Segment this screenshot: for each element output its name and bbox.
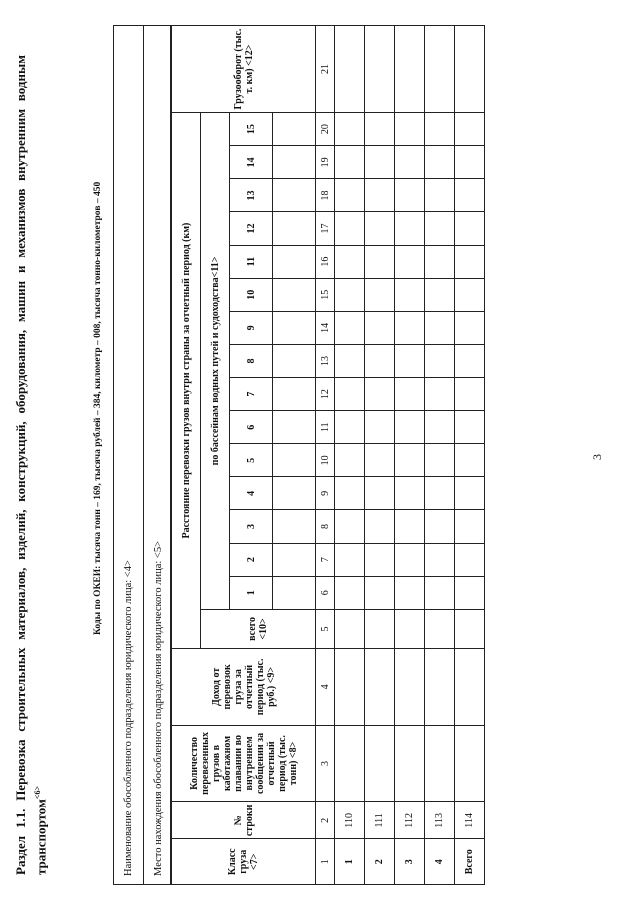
data-cell[interactable] <box>365 609 395 648</box>
data-cell[interactable] <box>335 411 365 444</box>
data-cell[interactable] <box>365 378 395 411</box>
data-cell[interactable] <box>395 179 425 212</box>
data-cell[interactable] <box>365 725 395 802</box>
entity-name-line: Наименование обособленного подразделения юридического лица: <4> <box>123 560 134 876</box>
table-row <box>455 26 485 885</box>
column-number: 11 <box>316 411 335 444</box>
section-title-text: Раздел 1.1. Перевозка строительных материалов, изделий, конструкций, оборудования, машин и механизмов внутренним водным транспортом <box>13 55 49 875</box>
data-cell[interactable] <box>455 649 485 726</box>
data-cell[interactable] <box>365 510 395 543</box>
data-cell[interactable] <box>365 444 395 477</box>
basin-number: 14 <box>230 146 273 179</box>
basin-number: 7 <box>230 378 273 411</box>
data-cell[interactable] <box>455 411 485 444</box>
column-number: 15 <box>316 278 335 311</box>
row-code: 112 <box>395 802 425 839</box>
data-cell[interactable] <box>335 510 365 543</box>
data-cell[interactable] <box>455 609 485 648</box>
row-class: 4 <box>425 839 455 885</box>
data-cell[interactable] <box>335 245 365 278</box>
data-cell[interactable] <box>395 311 425 344</box>
data-cell[interactable] <box>455 543 485 576</box>
basin-number: 4 <box>230 477 273 510</box>
data-cell[interactable] <box>425 278 455 311</box>
column-number: 1 <box>316 839 335 885</box>
data-cell[interactable] <box>335 609 365 648</box>
column-number: 13 <box>316 344 335 377</box>
data-cell[interactable] <box>335 725 365 802</box>
col-header-income: Доход от перевозок груза за отчетный период (тыс. руб.) <9> <box>172 649 316 726</box>
row-code: 113 <box>425 802 455 839</box>
row-class: 3 <box>395 839 425 885</box>
data-cell[interactable] <box>365 146 395 179</box>
data-cell[interactable] <box>455 725 485 802</box>
data-cell[interactable] <box>455 444 485 477</box>
data-cell[interactable] <box>425 725 455 802</box>
basin-header-blank <box>273 543 316 576</box>
data-cell[interactable] <box>365 477 395 510</box>
data-cell[interactable] <box>455 212 485 245</box>
data-cell[interactable] <box>425 649 455 726</box>
data-cell[interactable] <box>455 510 485 543</box>
data-cell[interactable] <box>335 344 365 377</box>
column-number: 21 <box>316 26 335 113</box>
row-class: 1 <box>335 839 365 885</box>
data-cell[interactable] <box>455 477 485 510</box>
data-cell[interactable] <box>395 26 425 113</box>
basin-header-blank <box>273 510 316 543</box>
data-cell[interactable] <box>455 344 485 377</box>
data-cell[interactable] <box>455 26 485 113</box>
data-cell[interactable] <box>335 278 365 311</box>
column-number: 6 <box>316 576 335 609</box>
col-header-total: всего <10> <box>201 609 316 648</box>
col-header-basins: по бассейнам водных путей и судоходства<11> <box>201 113 230 610</box>
data-cell[interactable] <box>335 444 365 477</box>
basin-header-blank <box>273 146 316 179</box>
data-cell[interactable] <box>425 311 455 344</box>
data-cell[interactable] <box>425 543 455 576</box>
column-number: 14 <box>316 311 335 344</box>
column-number: 12 <box>316 378 335 411</box>
data-cell[interactable] <box>425 26 455 113</box>
col-header-distance-group: Расстояние перевозки грузов внутри страны за отчетный период (км) <box>172 113 201 649</box>
data-cell[interactable] <box>395 477 425 510</box>
data-cell[interactable] <box>425 212 455 245</box>
basin-header-blank <box>273 179 316 212</box>
data-cell[interactable] <box>335 576 365 609</box>
data-cell[interactable] <box>395 146 425 179</box>
column-number: 17 <box>316 212 335 245</box>
basin-number: 13 <box>230 179 273 212</box>
data-cell[interactable] <box>455 278 485 311</box>
column-number: 8 <box>316 510 335 543</box>
data-cell[interactable] <box>365 344 395 377</box>
column-number: 5 <box>316 609 335 648</box>
data-cell[interactable] <box>395 212 425 245</box>
basin-header-blank <box>273 444 316 477</box>
col-header-row-no: № строки <box>172 802 316 839</box>
column-number: 2 <box>316 802 335 839</box>
basin-header-blank <box>273 113 316 146</box>
data-cell[interactable] <box>425 245 455 278</box>
column-number: 3 <box>316 725 335 802</box>
column-number: 20 <box>316 113 335 146</box>
data-cell[interactable] <box>395 278 425 311</box>
data-cell[interactable] <box>425 510 455 543</box>
basin-header-blank <box>273 477 316 510</box>
row-class: 2 <box>365 839 395 885</box>
data-cell[interactable] <box>365 26 395 113</box>
basin-number: 15 <box>230 113 273 146</box>
data-cell[interactable] <box>395 609 425 648</box>
entity-location-line: Место нахождения обособленного подразделения юридического лица: <5> <box>143 26 172 884</box>
basin-number: 3 <box>230 510 273 543</box>
basin-number: 2 <box>230 543 273 576</box>
column-number: 10 <box>316 444 335 477</box>
basin-header-blank <box>273 311 316 344</box>
table-row <box>425 26 455 885</box>
data-cell[interactable] <box>395 344 425 377</box>
basin-number: 12 <box>230 212 273 245</box>
data-cell[interactable] <box>335 26 365 113</box>
basin-header-blank <box>273 278 316 311</box>
data-cell[interactable] <box>455 146 485 179</box>
data-cell[interactable] <box>365 576 395 609</box>
data-cell[interactable] <box>335 113 365 146</box>
basin-header-blank <box>273 378 316 411</box>
column-number: 9 <box>316 477 335 510</box>
data-cell[interactable] <box>395 113 425 146</box>
data-cell[interactable] <box>425 609 455 648</box>
data-cell[interactable] <box>365 212 395 245</box>
data-cell[interactable] <box>335 649 365 726</box>
data-cell[interactable] <box>395 245 425 278</box>
data-cell[interactable] <box>335 311 365 344</box>
okei-codes: Коды по ОКЕИ: тысяча тонн – 169, тысяча рублей – 384, километр – 008, тысяча тонно-километров – 450 <box>93 181 103 635</box>
basin-header-blank <box>273 576 316 609</box>
data-cell[interactable] <box>365 649 395 726</box>
basin-header-blank <box>273 344 316 377</box>
table-row <box>365 26 395 885</box>
data-cell[interactable] <box>365 311 395 344</box>
data-cell[interactable] <box>455 311 485 344</box>
data-cell[interactable] <box>335 378 365 411</box>
data-cell[interactable] <box>425 576 455 609</box>
column-number: 4 <box>316 649 335 726</box>
data-cell[interactable] <box>365 113 395 146</box>
data-cell[interactable] <box>425 179 455 212</box>
basin-number: 8 <box>230 344 273 377</box>
data-cell[interactable] <box>395 649 425 726</box>
column-number: 19 <box>316 146 335 179</box>
col-header-turnover: Грузооборот (тыс. т. км) <12> <box>172 26 316 113</box>
column-number: 7 <box>316 543 335 576</box>
data-cell[interactable] <box>335 543 365 576</box>
data-cell[interactable] <box>365 179 395 212</box>
data-cell[interactable] <box>455 576 485 609</box>
data-cell[interactable] <box>335 477 365 510</box>
data-cell[interactable] <box>425 344 455 377</box>
column-number: 16 <box>316 245 335 278</box>
data-cell[interactable] <box>365 543 395 576</box>
basin-number: 9 <box>230 311 273 344</box>
col-header-quantity: Количество перевезенных грузов в каботажном плавании во внутреннем сообщении за отчетный период (тыс. тонн) <8> <box>172 725 316 802</box>
data-cell[interactable] <box>395 543 425 576</box>
data-cell[interactable] <box>395 510 425 543</box>
row-class: Всего <box>455 839 485 885</box>
data-cell[interactable] <box>395 444 425 477</box>
data-cell[interactable] <box>425 378 455 411</box>
page-number: 3 <box>590 454 604 460</box>
data-cell[interactable] <box>365 245 395 278</box>
basin-number: 10 <box>230 278 273 311</box>
form-table <box>171 25 485 885</box>
title-footnote: <6> <box>33 785 42 800</box>
data-cell[interactable] <box>335 179 365 212</box>
data-cell[interactable] <box>425 444 455 477</box>
section-title <box>12 55 49 875</box>
row-code: 111 <box>365 802 395 839</box>
data-cell[interactable] <box>425 113 455 146</box>
data-cell[interactable] <box>455 179 485 212</box>
data-cell[interactable] <box>335 146 365 179</box>
data-cell[interactable] <box>395 378 425 411</box>
basin-number: 1 <box>230 576 273 609</box>
data-cell[interactable] <box>365 411 395 444</box>
col-header-class: Класс груза <7> <box>172 839 316 885</box>
basin-header-blank <box>273 212 316 245</box>
data-cell[interactable] <box>455 245 485 278</box>
data-cell[interactable] <box>455 378 485 411</box>
table-row <box>395 26 425 885</box>
basin-number: 5 <box>230 444 273 477</box>
entity-header-box <box>113 25 171 885</box>
data-cell[interactable] <box>365 278 395 311</box>
data-cell[interactable] <box>335 212 365 245</box>
basin-number: 11 <box>230 245 273 278</box>
data-cell[interactable] <box>455 113 485 146</box>
data-cell[interactable] <box>395 411 425 444</box>
basin-header-blank <box>273 411 316 444</box>
data-cell[interactable] <box>425 146 455 179</box>
data-cell[interactable] <box>395 725 425 802</box>
column-number: 18 <box>316 179 335 212</box>
table-row <box>335 26 365 885</box>
data-cell[interactable] <box>395 576 425 609</box>
basin-header-blank <box>273 245 316 278</box>
basin-number: 6 <box>230 411 273 444</box>
data-cell[interactable] <box>425 477 455 510</box>
row-code: 114 <box>455 802 485 839</box>
row-code: 110 <box>335 802 365 839</box>
data-cell[interactable] <box>425 411 455 444</box>
